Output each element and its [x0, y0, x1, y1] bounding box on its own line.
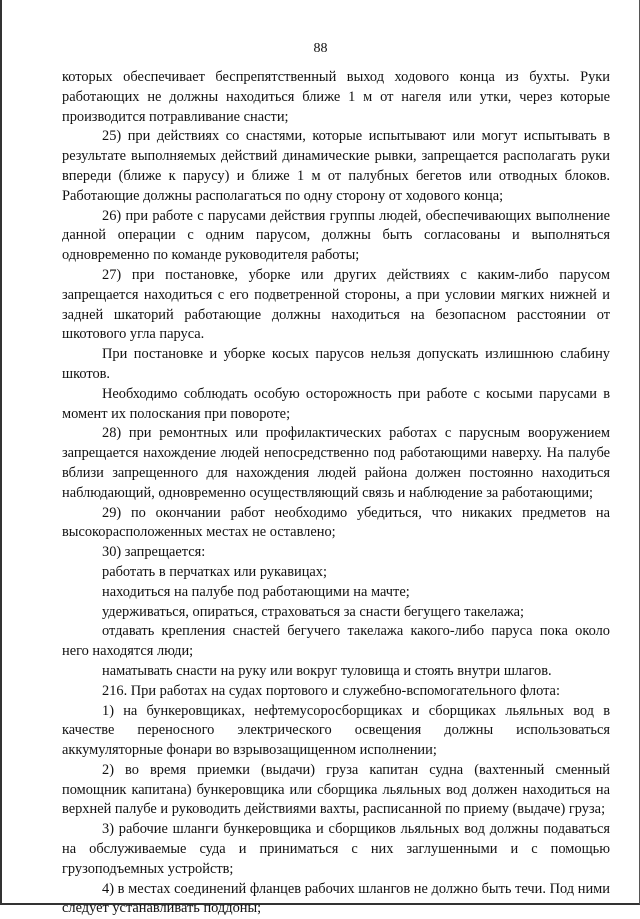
paragraph: 3) рабочие шланги бункеровщика и сборщиков льяльных вод должны подаваться на обслуживаемые суда и приниматься с них заглушенными и с помощью грузоподъемных устройств; [62, 821, 610, 877]
paragraph: Необходимо соблюдать особую осторожность при работе с косыми парусами в момент их полоскания при повороте; [62, 385, 610, 422]
paragraph: которых обеспечивает беспрепятственный выход ходового конца из бухты. Руки работающих не должны находиться ближе 1 м от нагеля или утки, через которые производится потравливание снасти; [62, 69, 610, 125]
page-body [62, 68, 610, 919]
paragraph: 216. При работах на судах портового и служебно-вспомогательного флота: [102, 682, 560, 699]
paragraph: работать в перчатках или рукавицах; [102, 563, 327, 580]
paragraph: При постановке и уборке косых парусов нельзя допускать излишнюю слабину шкотов. [62, 346, 610, 382]
paragraph: 26) при работе с парусами действия группы людей, обеспечивающих выполнение данной операции с одним парусом, должны быть согласованы и выполняться одновременно по команде руководителя работы; [62, 207, 610, 264]
paragraph: 29) по окончании работ необходимо убедиться, что никаких предметов на высокорасположенных местах не оставлено; [62, 504, 610, 541]
paragraph: отдавать крепления снастей бегучего такелажа какого-либо паруса пока около него находятся люди; [62, 623, 610, 660]
paragraph: удерживаться, опираться, страховаться за снасти бегущего такелажа; [102, 603, 525, 620]
page-number: 88 [313, 41, 328, 56]
paragraph: находиться на палубе под работающими на мачте; [102, 583, 410, 600]
paragraph: 1) на бункеровщиках, нефтемусоросборщиках и сборщиках льяльных вод в качестве переносного электрического освещения должны использоваться аккумуляторные фонари во взрывозащищенном исполнении; [62, 702, 610, 759]
paragraph: 30) запрещается: [102, 544, 206, 561]
paragraph: 25) при действиях со снастями, которые испытывают или могут испытывать в результате выполняемых действий динамические рывки, запрещается располагать руки впереди (ближе к парусу) и ближе 1 м от палубных бегетов или отводных блоков. Работающие должны располагаться по одну сторону от ходового конца; [62, 128, 610, 204]
paragraph: 2) во время приемки (выдачи) груза капитан судна (вахтенный сменный помощник капитана) бункеровщика или сборщика льяльных вод должен находиться на верхней палубе и руководить действиями вахты, расписанной по приему (выдаче) груза; [62, 761, 610, 818]
paragraph: 4) в местах соединений фланцев рабочих шлангов не должно быть течи. Под ними следует устанавливать поддоны; [62, 880, 610, 917]
paragraph: 27) при постановке, уборке или других действиях с каким-либо парусом запрещается находиться с его подветренной стороны, а при условии мягких нижней и задней шкаторий работающие должны находиться на безопасном расстоянии от шкотового угла паруса. [62, 266, 610, 343]
paragraph: 28) при ремонтных или профилактических работах с парусным вооружением запрещается нахождение людей непосредственно под работающими наверху. На палубе вблизи запрещенного для нахождения людей района должен постоянно находиться наблюдающий, одновременно осуществляющий связь и наблюдение за работающими; [62, 425, 610, 501]
paragraph: наматывать снасти на руку или вокруг туловища и стоять внутри шлагов. [102, 662, 552, 679]
